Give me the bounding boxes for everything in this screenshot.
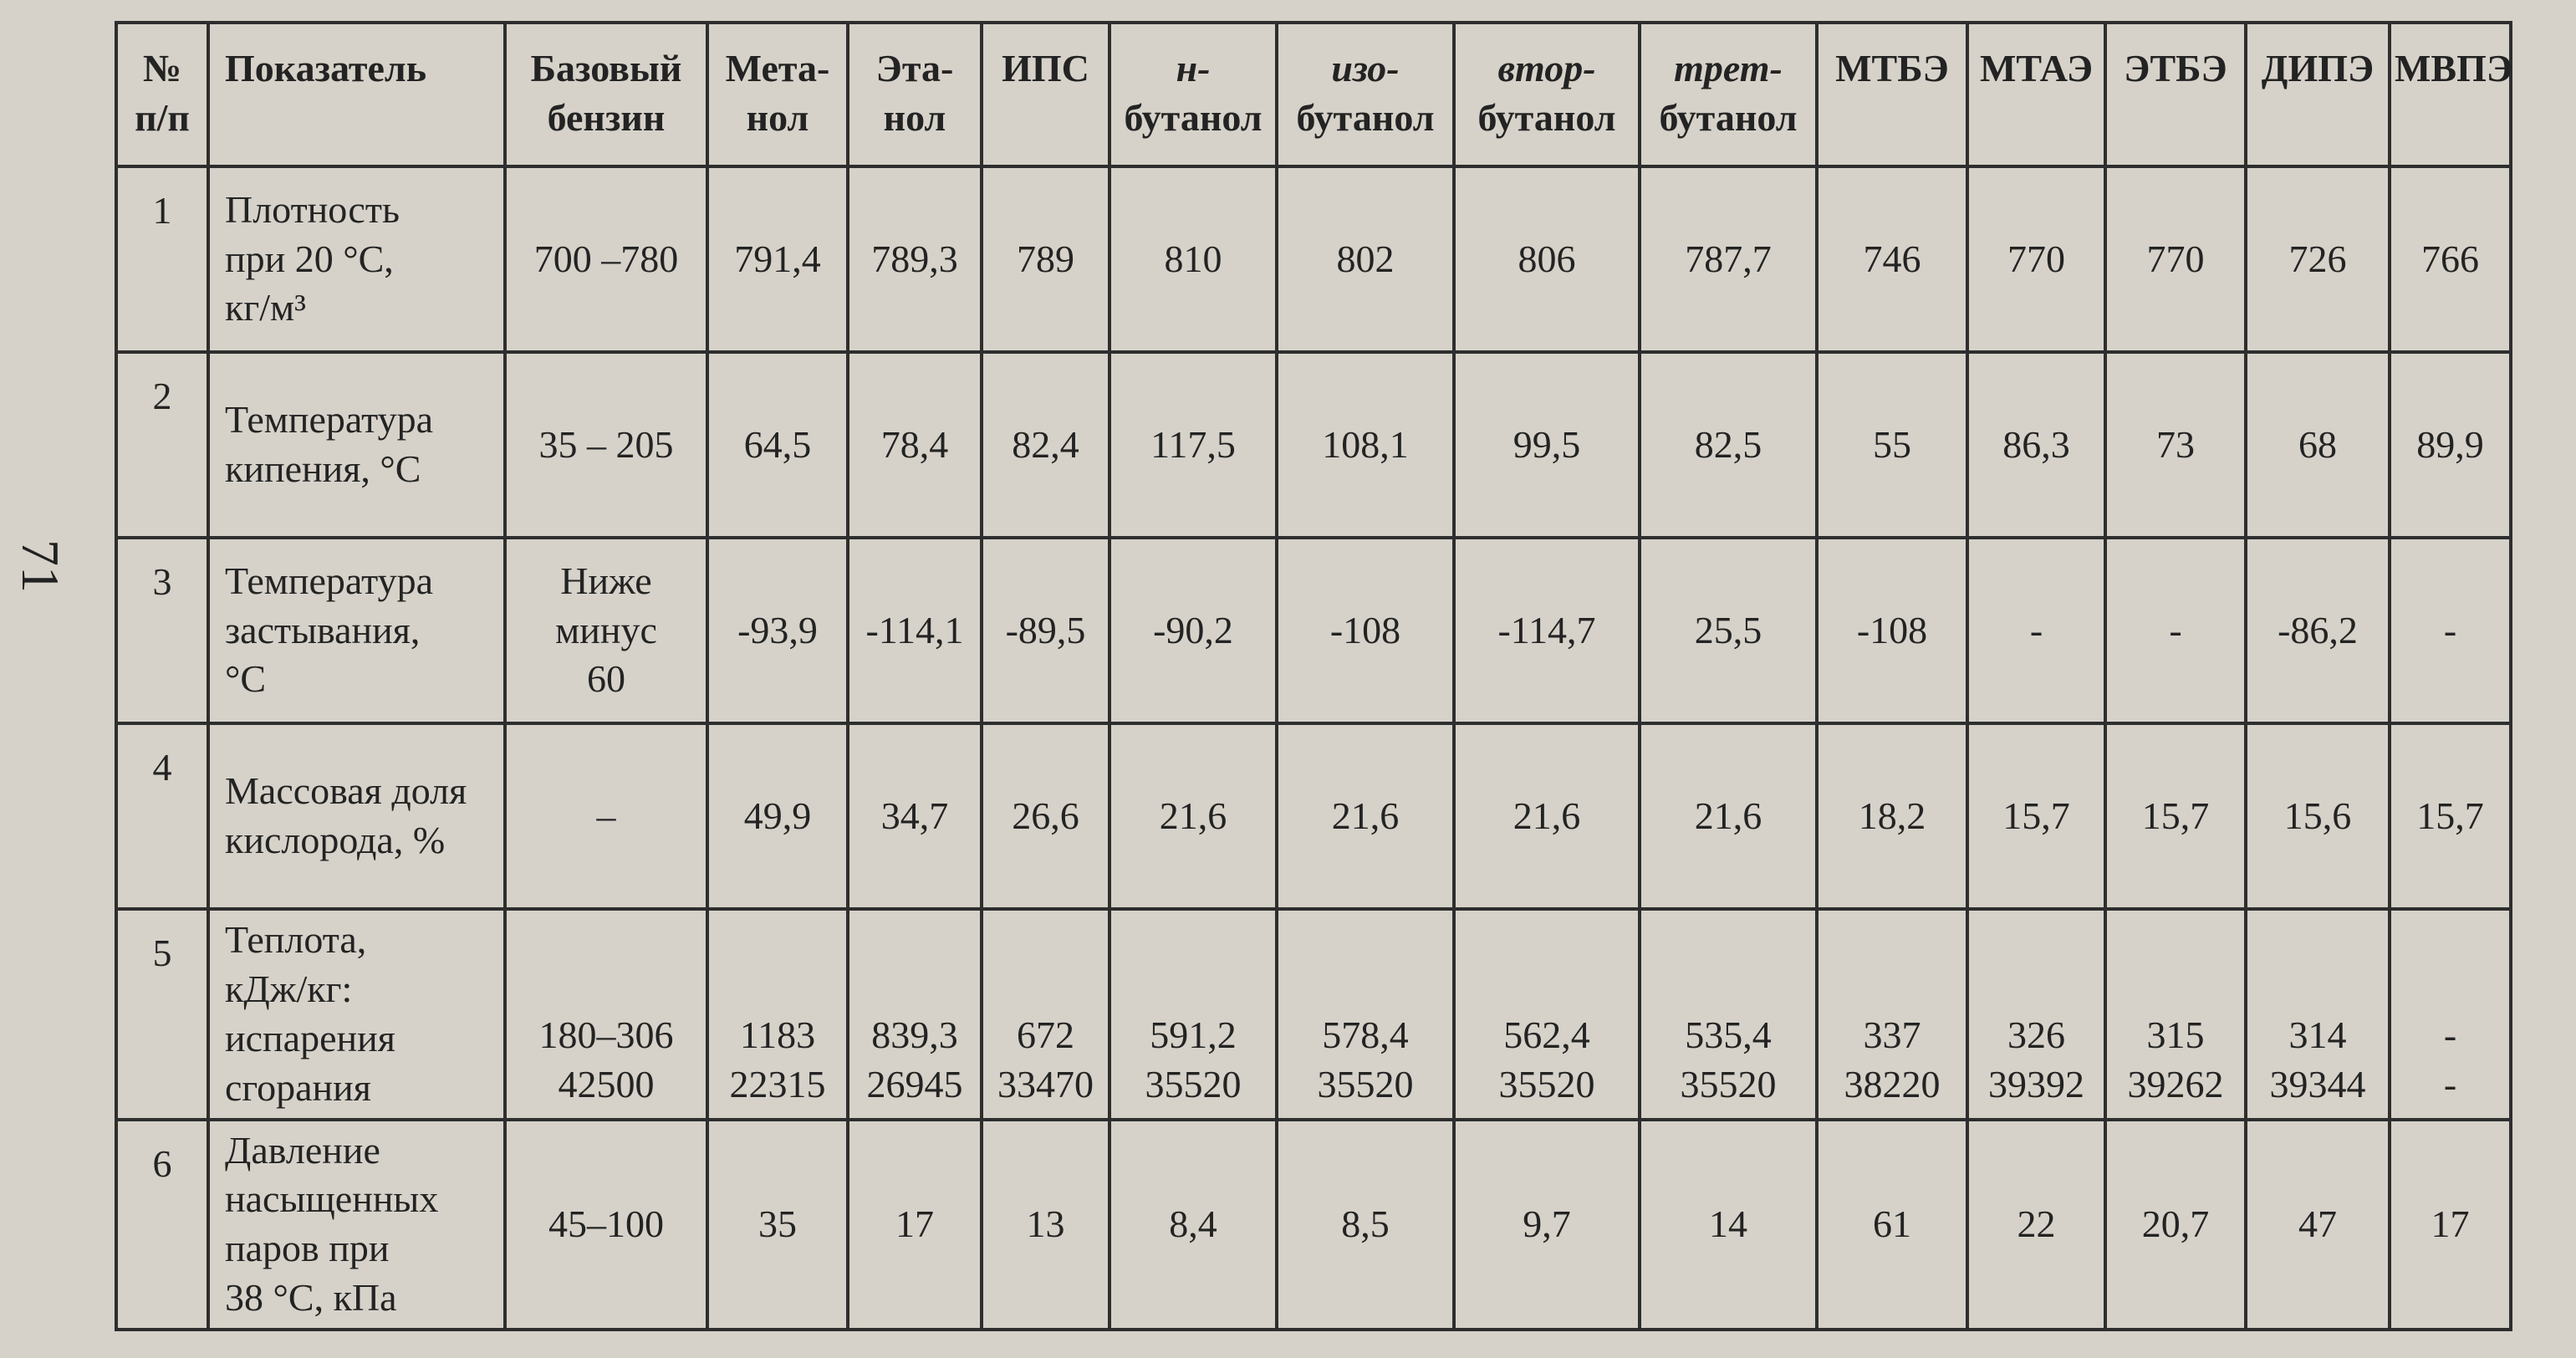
value-cell: -114,7 bbox=[1454, 538, 1640, 723]
col-header-3: ИПС bbox=[982, 23, 1109, 166]
value-cell: 14 bbox=[1640, 1120, 1817, 1330]
value-cell: 78,4 bbox=[848, 352, 982, 538]
header-row bbox=[116, 23, 2511, 166]
col-header-11: ДИПЭ bbox=[2246, 23, 2390, 166]
value-cell: 787,7 bbox=[1640, 166, 1817, 352]
col-header-2: Эта- нол bbox=[848, 23, 982, 166]
row-number: 4 bbox=[116, 723, 208, 909]
value-cell: 35 bbox=[707, 1120, 848, 1330]
value-cell: 672 33470 bbox=[982, 909, 1109, 1120]
value-cell: 810 bbox=[1109, 166, 1277, 352]
value-cell: 61 bbox=[1817, 1120, 1967, 1330]
value-cell: 21,6 bbox=[1640, 723, 1817, 909]
col-header-5: изо- бутанол bbox=[1277, 23, 1454, 166]
value-cell: 15,7 bbox=[2105, 723, 2246, 909]
properties-table bbox=[115, 21, 2512, 1331]
row-parameter: Температура застывания, °С bbox=[208, 538, 505, 723]
value-cell: 8,4 bbox=[1109, 1120, 1277, 1330]
value-cell: Ниже минус 60 bbox=[505, 538, 707, 723]
value-cell: 86,3 bbox=[1967, 352, 2105, 538]
value-cell: 1183 22315 bbox=[707, 909, 848, 1120]
value-cell: 15,7 bbox=[1967, 723, 2105, 909]
value-cell: 25,5 bbox=[1640, 538, 1817, 723]
value-cell: 770 bbox=[1967, 166, 2105, 352]
value-cell: -90,2 bbox=[1109, 538, 1277, 723]
value-cell: 8,5 bbox=[1277, 1120, 1454, 1330]
value-cell: 791,4 bbox=[707, 166, 848, 352]
value-cell: -108 bbox=[1277, 538, 1454, 723]
value-cell: 82,4 bbox=[982, 352, 1109, 538]
value-cell: - bbox=[2105, 538, 2246, 723]
row-number: 2 bbox=[116, 352, 208, 538]
value-cell: 15,6 bbox=[2246, 723, 2390, 909]
row-parameter: Температура кипения, °С bbox=[208, 352, 505, 538]
col-header-9: МТАЭ bbox=[1967, 23, 2105, 166]
value-cell: 15,7 bbox=[2390, 723, 2511, 909]
value-cell: 789 bbox=[982, 166, 1109, 352]
value-cell: 326 39392 bbox=[1967, 909, 2105, 1120]
value-cell: 17 bbox=[2390, 1120, 2511, 1330]
table-row bbox=[116, 352, 2511, 538]
value-cell: 108,1 bbox=[1277, 352, 1454, 538]
value-cell: 35 – 205 bbox=[505, 352, 707, 538]
value-cell: 746 bbox=[1817, 166, 1967, 352]
value-cell: 82,5 bbox=[1640, 352, 1817, 538]
value-cell: 806 bbox=[1454, 166, 1640, 352]
row-parameter: Массовая доля кислорода, % bbox=[208, 723, 505, 909]
value-cell: 20,7 bbox=[2105, 1120, 2246, 1330]
value-cell: 802 bbox=[1277, 166, 1454, 352]
col-header-1: Мета- нол bbox=[707, 23, 848, 166]
col-header-12: МВПЭ bbox=[2390, 23, 2511, 166]
value-cell: 64,5 bbox=[707, 352, 848, 538]
col-header-0: Базовый бензин bbox=[505, 23, 707, 166]
value-cell: 591,2 35520 bbox=[1109, 909, 1277, 1120]
col-header-param: Показатель bbox=[208, 23, 505, 166]
row-number: 3 bbox=[116, 538, 208, 723]
value-cell: 34,7 bbox=[848, 723, 982, 909]
col-header-7: трет- бутанол bbox=[1640, 23, 1817, 166]
row-number: 6 bbox=[116, 1120, 208, 1330]
table-row bbox=[116, 1120, 2511, 1330]
value-cell: 726 bbox=[2246, 166, 2390, 352]
row-number: 5 bbox=[116, 909, 208, 1120]
value-cell: -114,1 bbox=[848, 538, 982, 723]
col-header-6: втор- бутанол bbox=[1454, 23, 1640, 166]
value-cell: 180–306 42500 bbox=[505, 909, 707, 1120]
value-cell: 770 bbox=[2105, 166, 2246, 352]
table-row bbox=[116, 723, 2511, 909]
value-cell: 839,3 26945 bbox=[848, 909, 982, 1120]
value-cell: 68 bbox=[2246, 352, 2390, 538]
value-cell: 55 bbox=[1817, 352, 1967, 538]
value-cell: 578,4 35520 bbox=[1277, 909, 1454, 1120]
value-cell: 21,6 bbox=[1109, 723, 1277, 909]
row-parameter: Плотность при 20 °С, кг/м³ bbox=[208, 166, 505, 352]
value-cell: – bbox=[505, 723, 707, 909]
row-parameter: Давление насыщенных паров при 38 °С, кПа bbox=[208, 1120, 505, 1330]
value-cell: 535,4 35520 bbox=[1640, 909, 1817, 1120]
value-cell: - - bbox=[2390, 909, 2511, 1120]
col-header-4: н- бутанол bbox=[1109, 23, 1277, 166]
row-number: 1 bbox=[116, 166, 208, 352]
value-cell: 337 38220 bbox=[1817, 909, 1967, 1120]
table-row bbox=[116, 166, 2511, 352]
value-cell: 89,9 bbox=[2390, 352, 2511, 538]
value-cell: -89,5 bbox=[982, 538, 1109, 723]
value-cell: 45–100 bbox=[505, 1120, 707, 1330]
table-row bbox=[116, 538, 2511, 723]
value-cell: 13 bbox=[982, 1120, 1109, 1330]
value-cell: 315 39262 bbox=[2105, 909, 2246, 1120]
value-cell: 789,3 bbox=[848, 166, 982, 352]
value-cell: 766 bbox=[2390, 166, 2511, 352]
value-cell: 700 –780 bbox=[505, 166, 707, 352]
value-cell: 47 bbox=[2246, 1120, 2390, 1330]
col-header-num: № п/п bbox=[116, 23, 208, 166]
row-parameter: Теплота, кДж/кг: испарения сгорания bbox=[208, 909, 505, 1120]
value-cell: 26,6 bbox=[982, 723, 1109, 909]
value-cell: -93,9 bbox=[707, 538, 848, 723]
col-header-10: ЭТБЭ bbox=[2105, 23, 2246, 166]
value-cell: 21,6 bbox=[1454, 723, 1640, 909]
value-cell: 73 bbox=[2105, 352, 2246, 538]
value-cell: 22 bbox=[1967, 1120, 2105, 1330]
value-cell: - bbox=[1967, 538, 2105, 723]
table-row bbox=[116, 909, 2511, 1120]
value-cell: 49,9 bbox=[707, 723, 848, 909]
value-cell: 562,4 35520 bbox=[1454, 909, 1640, 1120]
value-cell: 99,5 bbox=[1454, 352, 1640, 538]
value-cell: 21,6 bbox=[1277, 723, 1454, 909]
value-cell: 9,7 bbox=[1454, 1120, 1640, 1330]
value-cell: - bbox=[2390, 538, 2511, 723]
value-cell: 314 39344 bbox=[2246, 909, 2390, 1120]
value-cell: 18,2 bbox=[1817, 723, 1967, 909]
value-cell: -108 bbox=[1817, 538, 1967, 723]
value-cell: -86,2 bbox=[2246, 538, 2390, 723]
page-number: 71 bbox=[11, 539, 70, 593]
value-cell: 117,5 bbox=[1109, 352, 1277, 538]
col-header-8: МТБЭ bbox=[1817, 23, 1967, 166]
value-cell: 17 bbox=[848, 1120, 982, 1330]
